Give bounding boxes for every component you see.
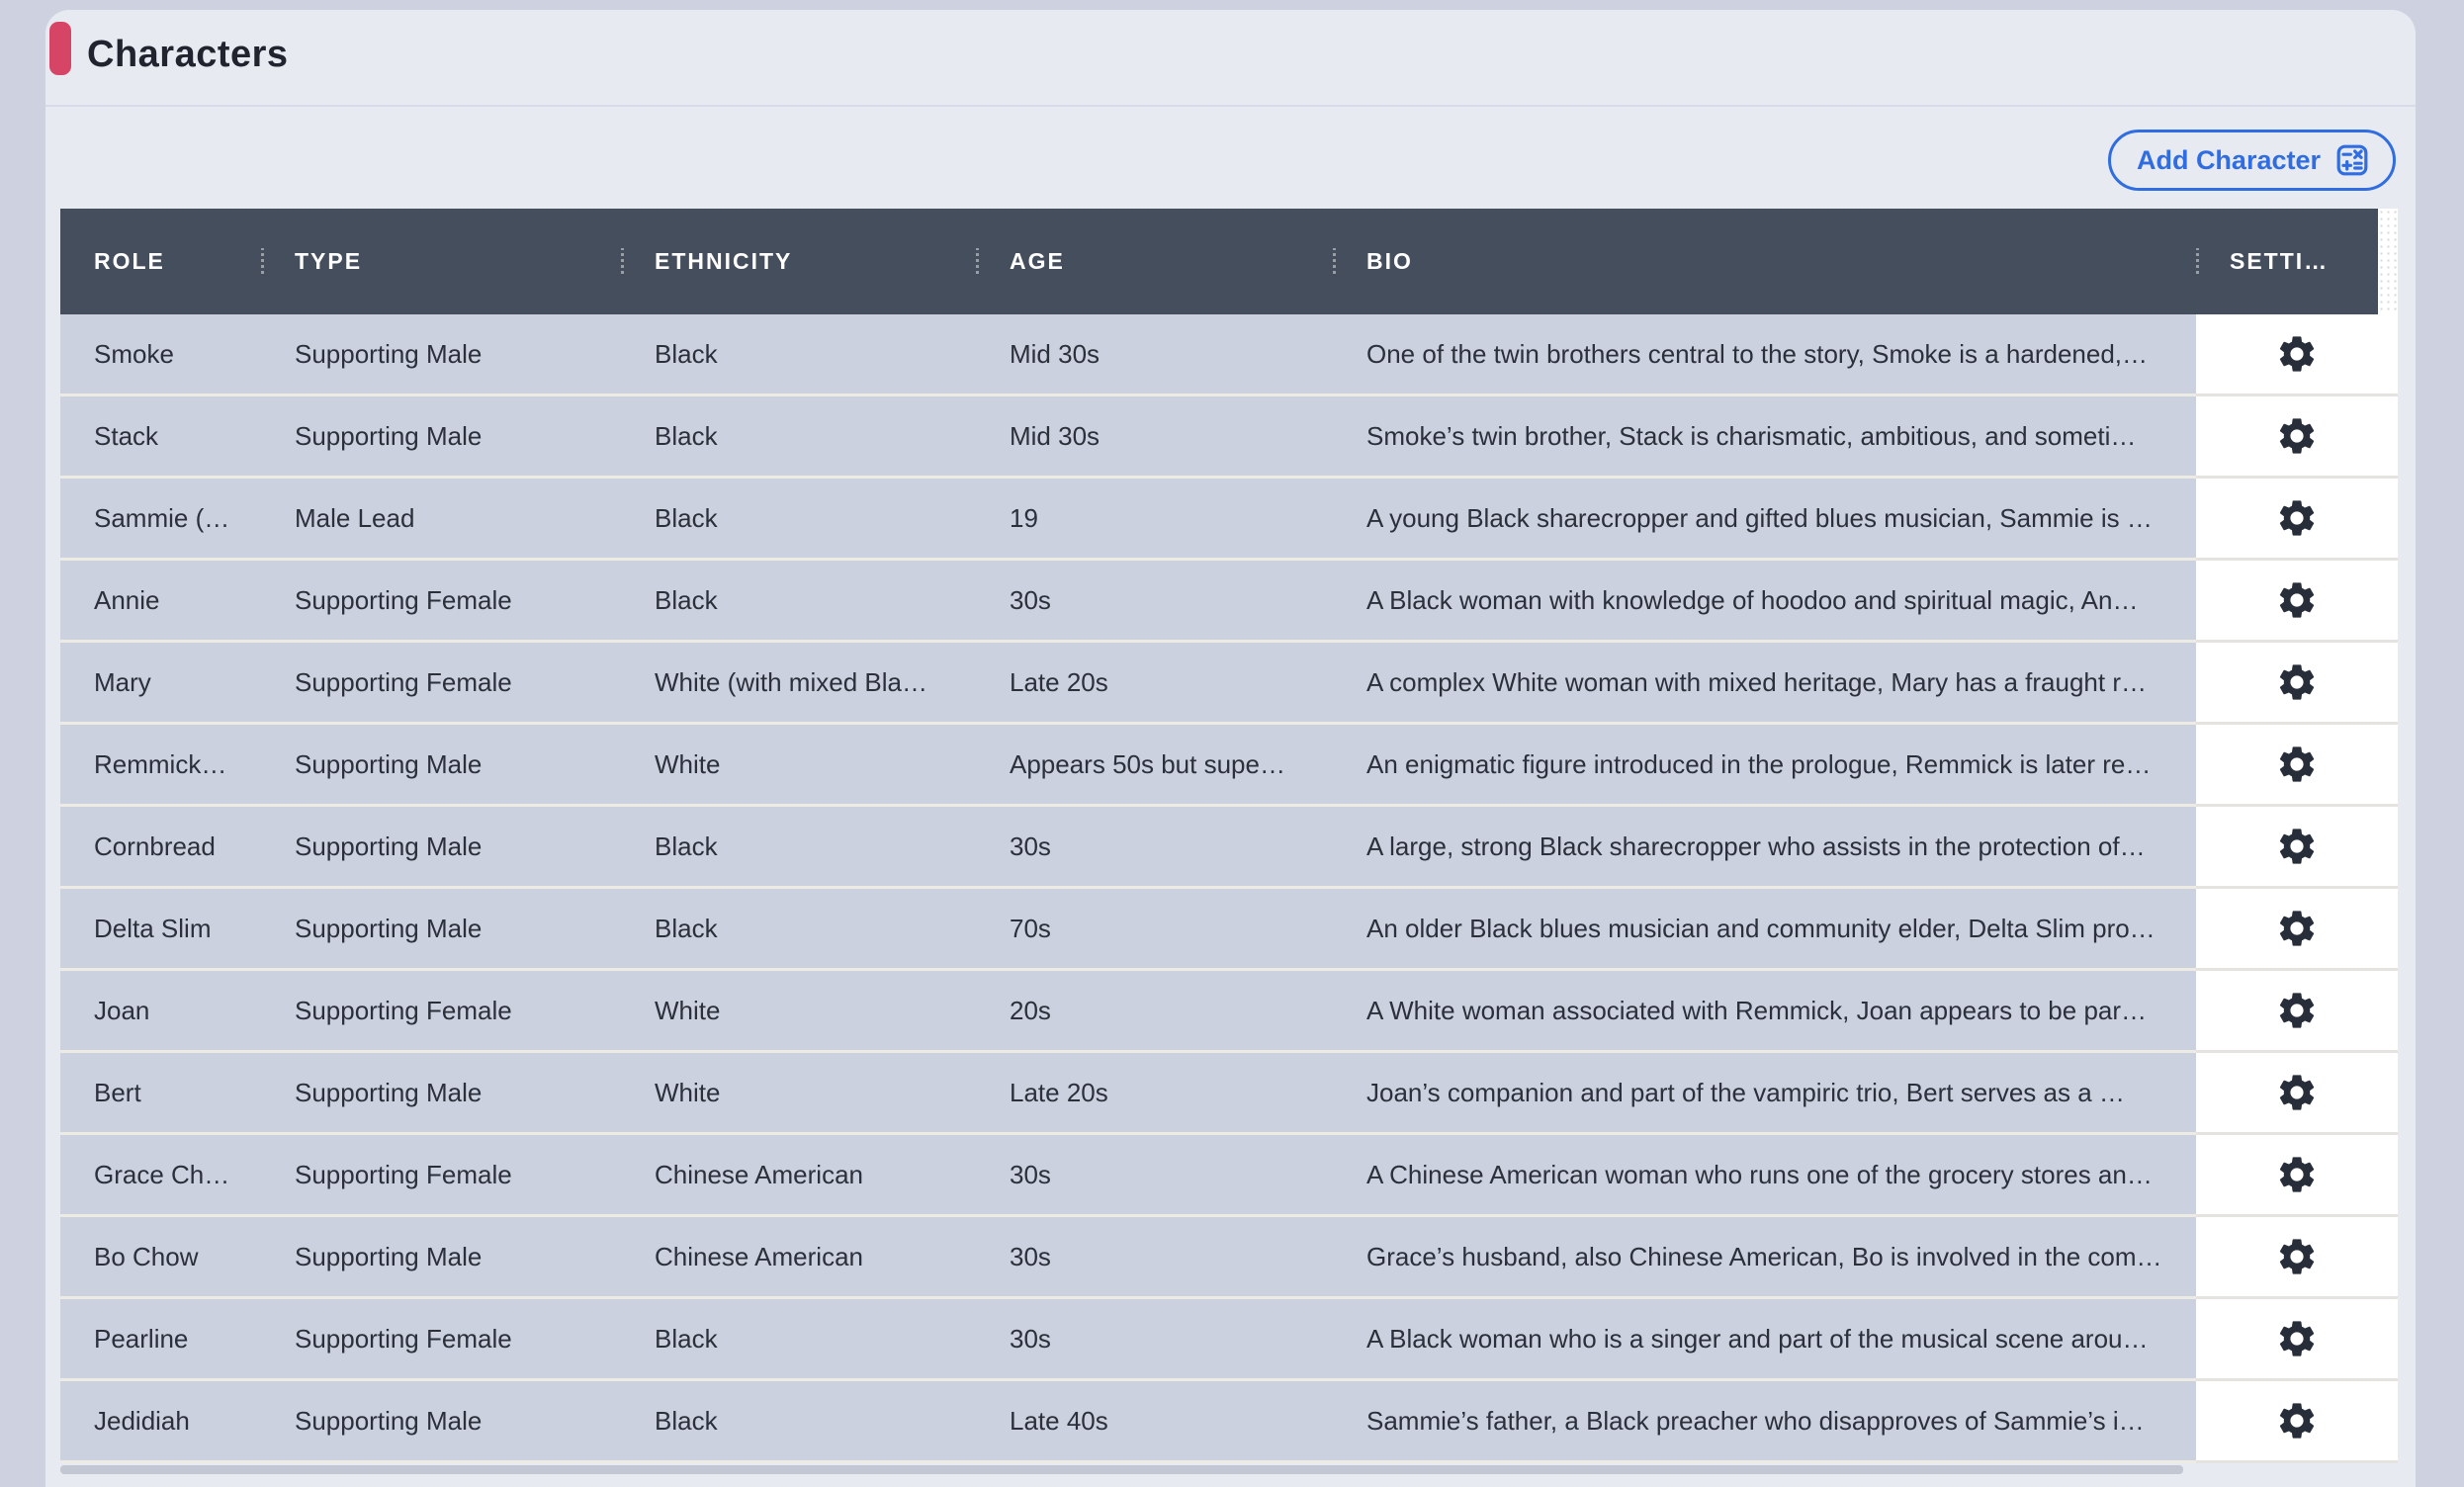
cell-role: Cornbread [60, 807, 261, 889]
table-row [60, 1217, 2398, 1299]
cell-type: Supporting Male [261, 396, 621, 479]
cell-age: 30s [976, 1299, 1333, 1381]
cell-ethnicity: Chinese American [621, 1135, 976, 1217]
cell-type: Supporting Male [261, 1217, 621, 1299]
gear-icon [2275, 743, 2319, 786]
cell-ethnicity: White [621, 725, 976, 807]
cell-settings [2196, 1299, 2398, 1381]
cell-ethnicity: Chinese American [621, 1217, 976, 1299]
cell-bio: An older Black blues musician and community elder, Delta Slim pro… [1333, 889, 2196, 971]
cell-bio: A large, strong Black sharecropper who assists in the protection of… [1333, 807, 2196, 889]
horizontal-scrollbar[interactable] [60, 1465, 2183, 1474]
add-character-button[interactable] [2108, 130, 2396, 191]
table-row [60, 561, 2398, 643]
gear-icon [2275, 578, 2319, 622]
table-body [60, 314, 2398, 1463]
cell-settings [2196, 889, 2398, 971]
cell-role: Remmick… [60, 725, 261, 807]
cell-settings [2196, 807, 2398, 889]
cell-bio: An enigmatic figure introduced in the prologue, Remmick is later re… [1333, 725, 2196, 807]
cell-type: Supporting Male [261, 1381, 621, 1463]
row-settings-button[interactable] [2267, 653, 2327, 712]
cell-bio: A young Black sharecropper and gifted blues musician, Sammie is … [1333, 479, 2196, 561]
cell-bio: A complex White woman with mixed heritage, Mary has a fraught r… [1333, 643, 2196, 725]
cell-ethnicity: White [621, 971, 976, 1053]
table-row [60, 807, 2398, 889]
column-header-settings: SETTI… [2196, 248, 2398, 275]
cell-age: 19 [976, 479, 1333, 561]
math-operations-icon [2335, 143, 2369, 177]
row-settings-button[interactable] [2267, 1063, 2327, 1122]
cell-settings [2196, 1135, 2398, 1217]
cell-type: Supporting Female [261, 971, 621, 1053]
cell-ethnicity: Black [621, 396, 976, 479]
cell-ethnicity: Black [621, 561, 976, 643]
cell-age: Mid 30s [976, 396, 1333, 479]
cell-ethnicity: Black [621, 889, 976, 971]
row-settings-button[interactable] [2267, 981, 2327, 1040]
row-settings-button[interactable] [2267, 735, 2327, 794]
table-header-row [60, 209, 2398, 314]
gear-icon [2275, 496, 2319, 540]
row-settings-button[interactable] [2267, 1145, 2327, 1204]
cell-settings [2196, 725, 2398, 807]
cell-settings [2196, 971, 2398, 1053]
table-row [60, 479, 2398, 561]
cell-settings [2196, 396, 2398, 479]
cell-age: Late 40s [976, 1381, 1333, 1463]
cell-settings [2196, 643, 2398, 725]
cell-age: Late 20s [976, 643, 1333, 725]
gear-icon [2275, 989, 2319, 1032]
cell-age: 30s [976, 1135, 1333, 1217]
cell-bio: A White woman associated with Remmick, Joan appears to be par… [1333, 971, 2196, 1053]
cell-role: Pearline [60, 1299, 261, 1381]
cell-type: Male Lead [261, 479, 621, 561]
cell-type: Supporting Female [261, 1299, 621, 1381]
cell-role: Sammie (… [60, 479, 261, 561]
cell-role: Joan [60, 971, 261, 1053]
column-header-age: AGE [976, 248, 1333, 275]
column-header-bio: BIO [1333, 248, 2196, 275]
row-settings-button[interactable] [2267, 406, 2327, 466]
cell-settings [2196, 314, 2398, 396]
add-character-label: Add Character [2136, 144, 2321, 175]
cell-bio: Smoke’s twin brother, Stack is charismatic, ambitious, and someti… [1333, 396, 2196, 479]
table-row [60, 725, 2398, 807]
cell-bio: A Chinese American woman who runs one of the grocery stores an… [1333, 1135, 2196, 1217]
table-row [60, 1381, 2398, 1463]
gear-icon [2275, 1071, 2319, 1114]
cell-settings [2196, 1381, 2398, 1463]
gear-icon [2275, 825, 2319, 868]
table-row [60, 971, 2398, 1053]
row-settings-button[interactable] [2267, 1391, 2327, 1450]
cell-bio: A Black woman with knowledge of hoodoo and spiritual magic, An… [1333, 561, 2196, 643]
table-row [60, 1299, 2398, 1381]
table-row [60, 643, 2398, 725]
gear-icon [2275, 1399, 2319, 1443]
cell-type: Supporting Male [261, 889, 621, 971]
gear-icon [2275, 1153, 2319, 1196]
characters-panel [45, 10, 2416, 1487]
cell-settings [2196, 1217, 2398, 1299]
row-settings-button[interactable] [2267, 817, 2327, 876]
cell-age: 30s [976, 1217, 1333, 1299]
row-settings-button[interactable] [2267, 324, 2327, 384]
cell-settings [2196, 561, 2398, 643]
cell-type: Supporting Male [261, 314, 621, 396]
row-settings-button[interactable] [2267, 488, 2327, 548]
cell-bio: Sammie’s father, a Black preacher who disapproves of Sammie’s i… [1333, 1381, 2196, 1463]
cell-role: Bert [60, 1053, 261, 1135]
cell-role: Grace Ch… [60, 1135, 261, 1217]
cell-role: Mary [60, 643, 261, 725]
cell-bio: A Black woman who is a singer and part of the musical scene arou… [1333, 1299, 2196, 1381]
table-row [60, 396, 2398, 479]
cell-settings [2196, 479, 2398, 561]
cell-ethnicity: Black [621, 1299, 976, 1381]
cell-age: Appears 50s but supe… [976, 725, 1333, 807]
gear-icon [2275, 1235, 2319, 1278]
cell-bio: Grace’s husband, also Chinese American, Bo is involved in the com… [1333, 1217, 2196, 1299]
gear-icon [2275, 907, 2319, 950]
table-row [60, 1053, 2398, 1135]
cell-ethnicity: Black [621, 1381, 976, 1463]
gear-icon [2275, 660, 2319, 704]
page-title: Characters [87, 34, 289, 75]
gear-icon [2275, 332, 2319, 376]
cell-type: Supporting Male [261, 725, 621, 807]
cell-age: 30s [976, 561, 1333, 643]
row-settings-button[interactable] [2267, 1227, 2327, 1286]
row-settings-button[interactable] [2267, 1309, 2327, 1368]
column-header-ethnicity: ETHNICITY [621, 248, 976, 275]
gear-icon [2275, 1317, 2319, 1360]
column-header-role: ROLE [94, 248, 165, 274]
cell-role: Bo Chow [60, 1217, 261, 1299]
header-divider [45, 105, 2416, 107]
cell-age: 30s [976, 807, 1333, 889]
cell-type: Supporting Female [261, 561, 621, 643]
cell-age: Late 20s [976, 1053, 1333, 1135]
cell-ethnicity: Black [621, 479, 976, 561]
cell-type: Supporting Female [261, 643, 621, 725]
cell-ethnicity: Black [621, 807, 976, 889]
cell-bio: One of the twin brothers central to the story, Smoke is a hardened,… [1333, 314, 2196, 396]
table-row [60, 1135, 2398, 1217]
cell-role: Delta Slim [60, 889, 261, 971]
cell-ethnicity: White (with mixed Bla… [621, 643, 976, 725]
cell-age: 70s [976, 889, 1333, 971]
characters-table [60, 209, 2398, 1463]
cell-role: Jedidiah [60, 1381, 261, 1463]
table-row [60, 889, 2398, 971]
cell-type: Supporting Female [261, 1135, 621, 1217]
cell-bio: Joan’s companion and part of the vampiric trio, Bert serves as a … [1333, 1053, 2196, 1135]
cell-type: Supporting Male [261, 807, 621, 889]
column-header-type: TYPE [261, 248, 621, 275]
cell-role: Annie [60, 561, 261, 643]
gear-icon [2275, 414, 2319, 458]
row-settings-button[interactable] [2267, 899, 2327, 958]
cell-age: Mid 30s [976, 314, 1333, 396]
cell-ethnicity: Black [621, 314, 976, 396]
cell-ethnicity: White [621, 1053, 976, 1135]
cell-role: Stack [60, 396, 261, 479]
accent-bar [49, 22, 71, 75]
cell-settings [2196, 1053, 2398, 1135]
row-settings-button[interactable] [2267, 570, 2327, 630]
cell-type: Supporting Male [261, 1053, 621, 1135]
cell-role: Smoke [60, 314, 261, 396]
cell-age: 20s [976, 971, 1333, 1053]
table-row [60, 314, 2398, 396]
